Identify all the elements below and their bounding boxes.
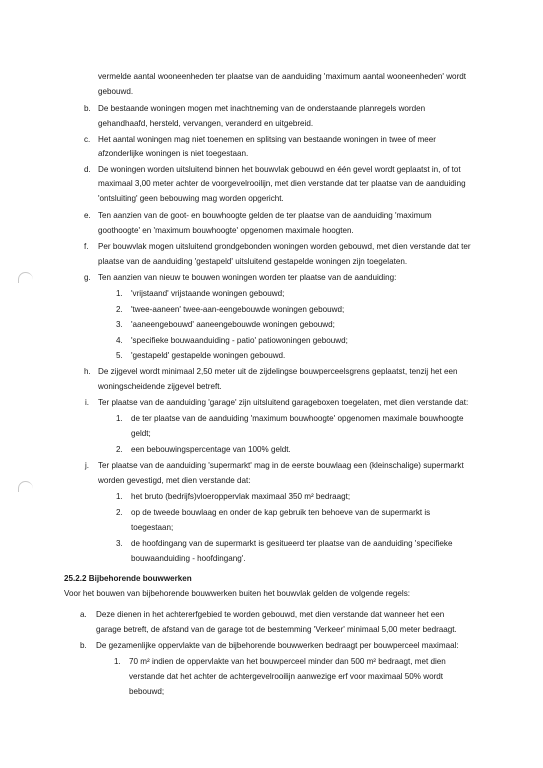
text-line: 'gestapeld' gestapelde woningen gebouwd. [131,351,286,360]
sub-list-marker: 4. [116,336,123,345]
text-line: vermelde aantal wooneenheden ter plaatse van de aanduiding 'maximum aantal wooneenheden' wordt [98,72,467,81]
sub-list-marker: 2. [116,508,123,517]
list-marker: h. [84,367,91,376]
text-line: woningscheidende zijgevel betreft. [98,382,222,391]
text-line: De woningen worden uitsluitend binnen het bouwvlak gebouwd en één gevel wordt geplaatst in, of tot [98,165,461,174]
text-line: de ter plaatse van de aanduiding 'maximum bouwhoogte' opgenomen maximale bouwhoogte [131,414,464,423]
text-line: De gezamenlijke oppervlakte van de bijbehorende bouwwerken bedraagt per bouwperceel maximaal: [96,641,459,650]
text-line: op de tweede bouwlaag en onder de kap gebruik ten behoeve van de supermarkt is [131,508,431,517]
text-line: Ter plaatse van de aanduiding 'supermarkt' mag in de eerste bouwlaag een (kleinschalige) supermarkt [98,461,464,470]
text-line: goothoogte' en 'maximum bouwhoogte' opgenomen maximale hoogten. [98,226,354,235]
sub-list-marker: 2. [116,305,123,314]
list-marker: e. [84,211,91,220]
text-line: Ten aanzien van de goot- en bouwhoogte gelden de ter plaatse van de aanduiding 'maximum [98,211,432,220]
text-line: geldt; [131,429,151,438]
punch-hole-mark [18,272,33,283]
sub-list-marker: 1. [114,657,121,666]
text-line: plaatse van de aanduiding 'gestapeld' uitsluitend gestapelde woningen zijn toegelaten. [98,257,408,266]
text-line: de hoofdingang van de supermarkt is gesitueerd ter plaatse van de aanduiding 'specifieke [131,539,453,548]
text-line: 'twee-aaneen' twee-aan-eengebouwde woningen gebouwd; [131,305,345,314]
sub-list-marker: 1. [116,414,123,423]
sub-list-marker: 3. [116,320,123,329]
sub-list-marker: 2. [116,445,123,454]
text-line: De bestaande woningen mogen met inachtneming van de onderstaande planregels worden [98,104,426,113]
text-line: bouwaanduiding - hoofdingang'. [131,554,246,563]
list-marker: g. [84,273,91,282]
list-marker: j. [85,461,90,470]
list-marker: b. [80,641,87,650]
sub-list-marker: 1. [116,492,123,501]
sub-list-marker: 1. [116,289,123,298]
list-marker: c. [84,135,91,144]
text-line: Ter plaatse van de aanduiding 'garage' zijn uitsluitend garageboxen toegelaten, met dien verstande dat: [98,398,469,407]
list-marker: b. [84,104,91,113]
text-line: 'vrijstaand' vrijstaande woningen gebouwd; [131,289,285,298]
text-line: afzonderlijke woningen is niet toegestaan. [98,149,249,158]
list-marker: d. [84,165,91,174]
text-line: gehandhaafd, hersteld, vervangen, veranderd en uitgebreid. [98,119,314,128]
text-line: 'aaneengebouwd' aaneengebouwde woningen gebouwd; [131,320,335,329]
text-line: 70 m² indien de oppervlakte van het bouwperceel minder dan 500 m² bedraagt, met dien [129,657,446,666]
text-line: 'specifieke bouwaanduiding - patio' patiowoningen gebouwd; [131,336,348,345]
text-line: een bebouwingspercentage van 100% geldt. [131,445,291,454]
text-line: toegestaan; [131,523,174,532]
sub-list-marker: 5. [116,351,123,360]
text-line: garage betreft, de afstand van de garage tot de bestemming 'Verkeer' minimaal 5,00 meter bedraagt. [96,625,457,634]
text-line: Voor het bouwen van bijbehorende bouwwerken buiten het bouwvlak gelden de volgende regels: [64,589,411,598]
text-line: bebouwd; [129,687,165,696]
list-marker: i. [85,398,90,407]
text-line: worden gevestigd, met dien verstande dat: [98,476,251,485]
text-line: verstande dat het achter de achtergevelrooilijn aanwezige erf voor maximaal 50% wordt [129,672,444,681]
text-line: Per bouwvlak mogen uitsluitend grondgebonden woningen worden gebouwd, met dien verstande dat ter [98,242,471,251]
sub-list-marker: 3. [116,539,123,548]
text-line: maximaal 3,00 meter achter de voorgevelrooilijn, met dien verstande dat ter plaatse van de aanduiding [98,179,466,188]
text-line: Deze dienen in het achtererfgebied te worden gebouwd, met dien verstande dat wanneer het een [96,610,445,619]
section-heading: 25.2.2 Bijbehorende bouwwerken [64,574,192,583]
list-marker: f. [84,242,89,251]
text-line: Het aantal woningen mag niet toenemen en splitsing van bestaande woningen in twee of meer [98,135,436,144]
text-line: De zijgevel wordt minimaal 2,50 meter uit de zijdelingse bouwperceelsgrens geplaatst, tenzij het een [98,367,458,376]
text-line: gebouwd. [98,87,134,96]
text-line: 'ontsluiting' geen bebouwing mag worden opgericht. [98,194,284,203]
list-marker: a. [80,610,87,619]
punch-hole-mark [18,481,33,492]
text-line: Ten aanzien van nieuw te bouwen woningen worden ter plaatse van de aanduiding: [98,273,397,282]
text-line: het bruto (bedrijfs)vloeroppervlak maximaal 350 m² bedraagt; [131,492,351,501]
